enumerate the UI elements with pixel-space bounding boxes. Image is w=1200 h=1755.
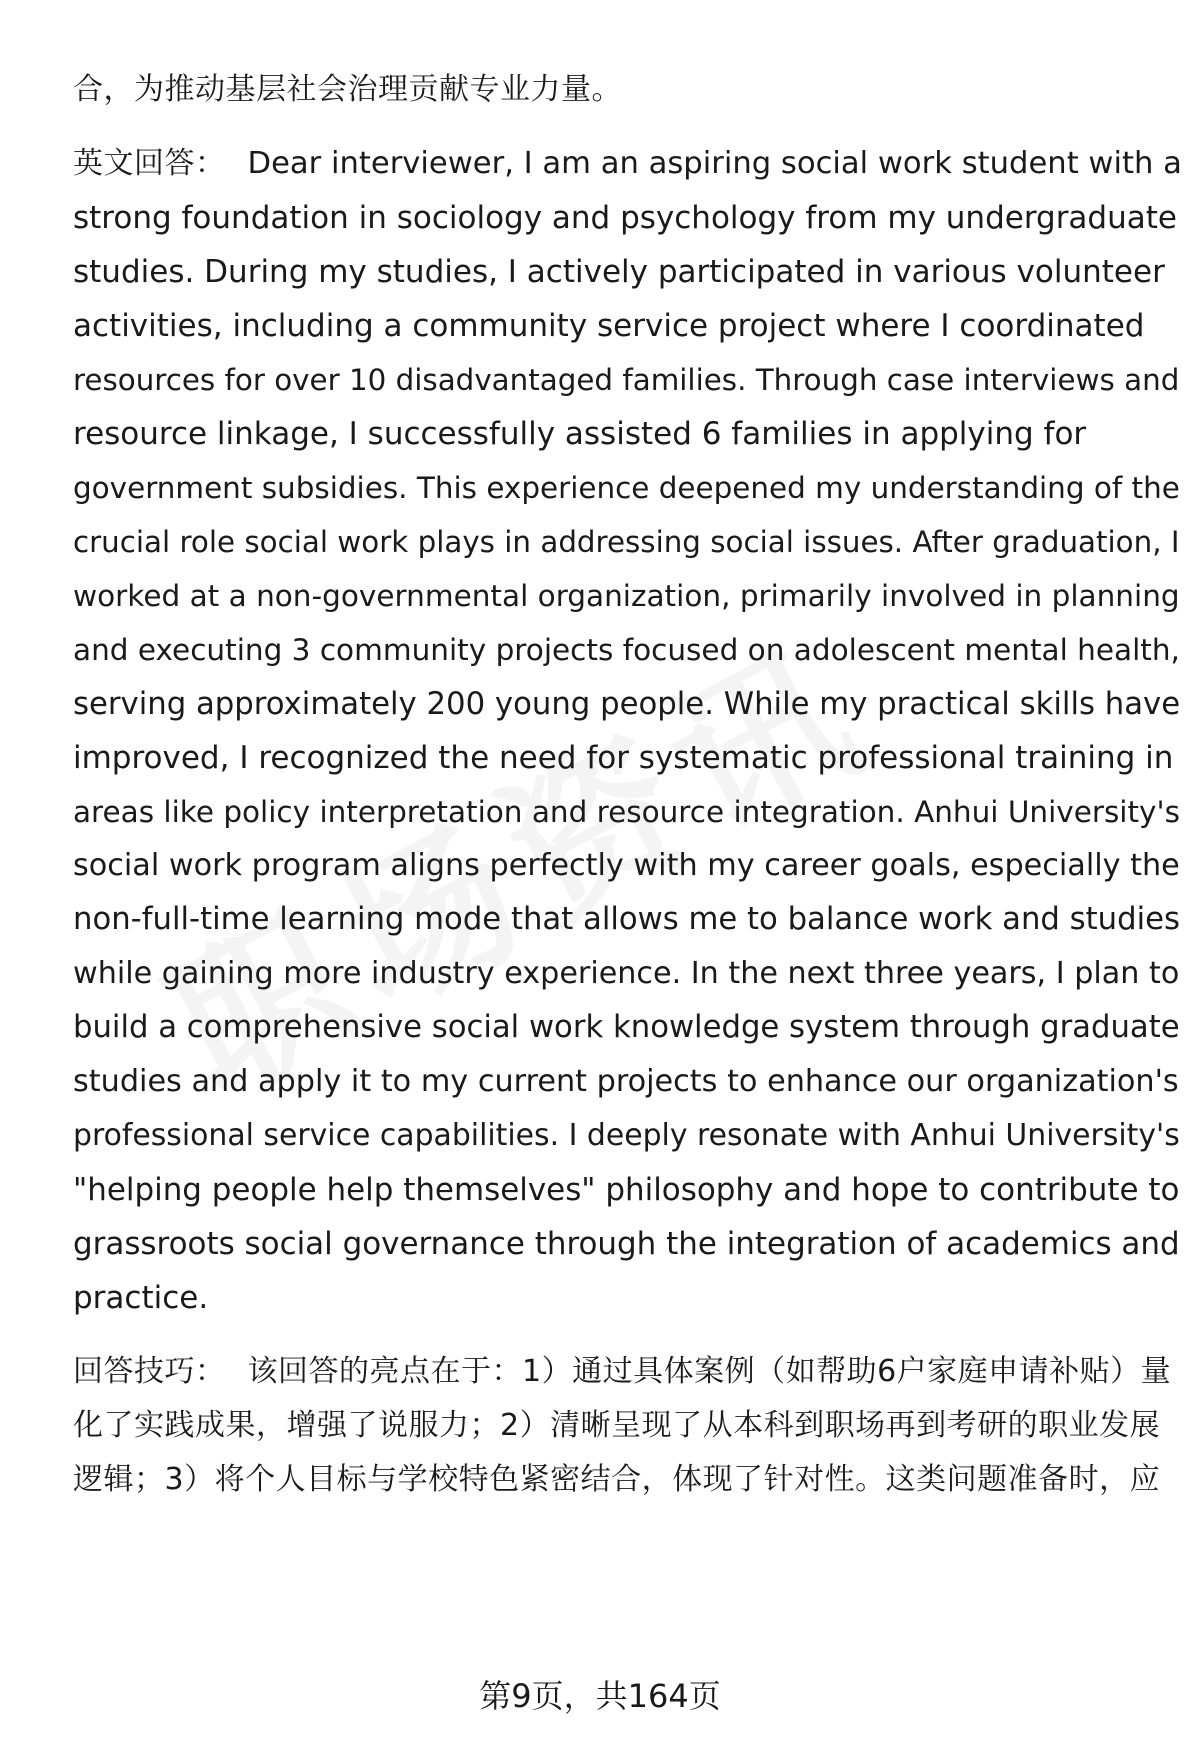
tips-line-2: 化了实践成果，增强了说服力；2）清晰呈现了从本科到职场再到考研的职业发展: [73, 1408, 1161, 1443]
english-answer-line-9: worked at a non-governmental organization, primarily involved in planning: [73, 579, 1180, 613]
tips-line-1: 回答技巧： 该回答的亮点在于：1）通过具体案例（如帮助6户家庭申请补贴）量: [73, 1354, 1172, 1389]
intro-tail-line: 合，为推动基层社会治理贡献专业力量。: [73, 72, 622, 107]
english-answer-line-1: 英文回答： Dear interviewer, I am an aspiring social work student with a: [73, 146, 1182, 181]
english-answer-line-4: activities, including a community service project where I coordinated: [73, 308, 1145, 344]
english-answer-line-18: studies and apply it to my current projects to enhance our organization's: [73, 1064, 1179, 1099]
english-answer-line-5: resources for over 10 disadvantaged families. Through case interviews and: [73, 363, 1180, 397]
english-answer-line-17: build a comprehensive social work knowledge system through graduate: [73, 1010, 1180, 1045]
english-answer-line-21: grassroots social governance through the integration of academics and: [73, 1226, 1180, 1262]
english-answer-line-3: studies. During my studies, I actively participated in various volunteer: [73, 254, 1165, 290]
tips-line-3: 逻辑；3）将个人目标与学校特色紧密结合，体现了针对性。这类问题准备时，应: [73, 1462, 1161, 1497]
english-answer-line-6: resource linkage, I successfully assisted 6 families in applying for: [73, 416, 1087, 452]
english-answer-line-7: government subsidies. This experience deepened my understanding of the: [73, 471, 1180, 505]
english-answer-line-11: serving approximately 200 young people. While my practical skills have: [73, 686, 1181, 722]
english-answer-line-13: areas like policy interpretation and resource integration. Anhui University's: [73, 795, 1180, 829]
english-answer-line-15: non-full-time learning mode that allows me to balance work and studies: [73, 902, 1180, 937]
english-answer-label: 英文回答：: [73, 146, 226, 181]
english-answer-line-12: improved, I recognized the need for systematic professional training in: [73, 740, 1174, 776]
english-answer-line-8: crucial role social work plays in addressing social issues. After graduation, I: [73, 525, 1180, 559]
english-answer-line-20: "helping people help themselves" philosophy and hope to contribute to: [73, 1172, 1180, 1208]
page-number-footer: 第9页，共164页: [479, 1677, 721, 1715]
english-answer-line-22: practice.: [73, 1280, 209, 1316]
english-answer-line-16: while gaining more industry experience. In the next three years, I plan to: [73, 956, 1180, 991]
tips-label: 回答技巧：: [73, 1354, 226, 1389]
english-answer-line-14: social work program aligns perfectly with my career goals, especially the: [73, 848, 1180, 883]
english-answer-line-19: professional service capabilities. I deeply resonate with Anhui University's: [73, 1118, 1180, 1153]
english-answer-line-10: and executing 3 community projects focused on adolescent mental health,: [73, 633, 1180, 667]
english-answer-line-2: strong foundation in sociology and psychology from my undergraduate: [73, 200, 1177, 236]
